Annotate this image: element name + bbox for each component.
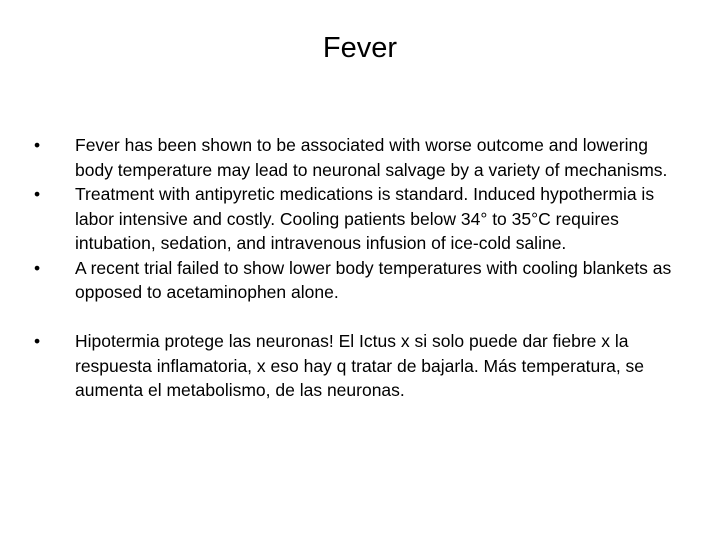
bullet-dot-icon: • bbox=[34, 135, 41, 155]
bullet-item-hipotermia bbox=[0, 329, 720, 403]
bullet-dot-icon: • bbox=[34, 331, 41, 351]
bullet-item-treatment bbox=[0, 182, 720, 256]
bullet-item-recent-trial bbox=[0, 256, 720, 305]
bullet-item-fever-outcome bbox=[0, 133, 720, 182]
bullet-text: Fever has been shown to be associated with worse outcome and lowering body temperature may lead to neuronal salvage by a variety of mechanisms. bbox=[75, 135, 668, 180]
bullet-text: A recent trial failed to show lower body temperatures with cooling blankets as opposed to acetaminophen alone. bbox=[75, 257, 672, 302]
bullet-list bbox=[0, 133, 720, 403]
bullet-text: Treatment with antipyretic medications is standard. Induced hypothermia is labor intensive and costly. Cooling patients below 34° to 35°C requires intubation, sedation, and intravenous infusion of ice-cold saline. bbox=[75, 184, 655, 253]
bullet-dot-icon: • bbox=[34, 257, 41, 278]
bullet-text: Hipotermia protege las neuronas! El Ictus x si solo puede dar fiebre x la respuesta inflamatoria, x eso hay q tratar de bajarla. Más temperatura, se aumenta el metabolismo, de las neuronas. bbox=[75, 331, 645, 400]
slide-title: Fever bbox=[322, 32, 398, 64]
bullet-dot-icon: • bbox=[34, 184, 41, 204]
